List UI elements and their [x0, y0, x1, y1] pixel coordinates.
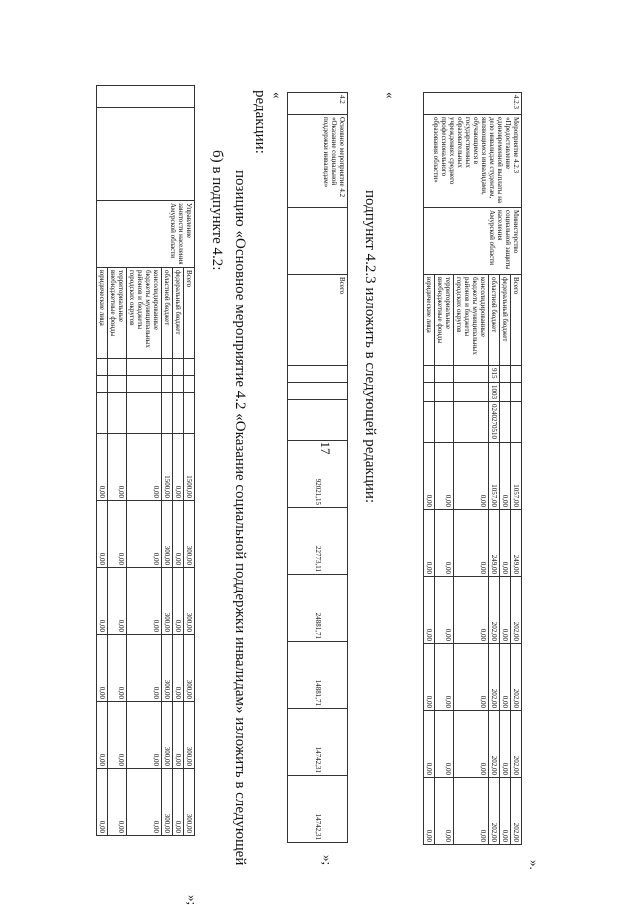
- value-cell: 0,00: [423, 443, 434, 510]
- code-cell: [172, 393, 183, 434]
- row-name-cell: [96, 108, 194, 201]
- source-label: федеральный бюджет: [499, 275, 510, 366]
- value-cell: 0,00: [499, 644, 510, 711]
- source-label: федеральный бюджет: [172, 268, 183, 359]
- value-cell: 0,00: [172, 434, 183, 501]
- page-number: 17: [318, 441, 333, 455]
- table-row: [183, 86, 194, 836]
- source-label: Всего: [183, 268, 194, 359]
- value-cell: 0,00: [453, 778, 488, 845]
- code-cell: [96, 393, 107, 434]
- section-b-heading: б) в подпункте 4.2:: [209, 150, 225, 271]
- value-cell: 0,00: [453, 577, 488, 644]
- value-cell: 0,00: [126, 702, 161, 769]
- value-cell: 0,00: [434, 443, 453, 510]
- value-cell: 14881,71: [288, 642, 348, 709]
- code-rzpr: 1003: [488, 383, 499, 402]
- code-cell: [510, 366, 521, 383]
- value-cell: 24881,71: [288, 575, 348, 642]
- code-cell: [423, 366, 434, 383]
- closing-quote: »;: [320, 855, 335, 866]
- value-cell: 14742,31: [288, 776, 348, 843]
- value-cell: 300,00: [161, 568, 172, 635]
- code-cell: [183, 376, 194, 393]
- source-label: областной бюджет: [161, 268, 172, 359]
- value-cell: 202,00: [510, 644, 521, 711]
- value-cell: 0,00: [423, 711, 434, 778]
- position-instruction: позицию «Основное мероприятие 4.2 «Оказание социальной поддержки инвалидам» изложить в следующей: [232, 170, 248, 866]
- source-label: юридические лица: [96, 268, 107, 359]
- value-cell: 0,00: [107, 702, 126, 769]
- source-label: консолидированные бюджеты муниципальных районов и бюджеты городских округов: [126, 268, 161, 359]
- code-cell: [499, 366, 510, 383]
- value-cell: 0,00: [126, 635, 161, 702]
- value-cell: 202,00: [488, 778, 499, 845]
- value-cell: 300,00: [183, 769, 194, 836]
- source-label: территориальные внебюджетные фонды: [107, 268, 126, 359]
- redaction-label: редакции:: [252, 90, 268, 154]
- value-cell: 0,00: [499, 443, 510, 510]
- code-cell: [288, 383, 348, 400]
- code-cell: [423, 402, 434, 443]
- code-cell: [183, 393, 194, 434]
- value-cell: 0,00: [499, 510, 510, 577]
- code-cell: [288, 400, 348, 441]
- value-cell: 0,00: [423, 778, 434, 845]
- code-grbs: 915: [488, 366, 499, 383]
- code-csr: 0240270510: [488, 402, 499, 443]
- code-cell: [126, 359, 161, 376]
- value-cell: 0,00: [172, 635, 183, 702]
- value-cell: 0,00: [126, 769, 161, 836]
- row-number-cell: 4.2.3: [423, 93, 521, 115]
- code-cell: [161, 376, 172, 393]
- value-cell: 202,00: [488, 577, 499, 644]
- value-cell: 249,00: [488, 510, 499, 577]
- value-cell: 0,00: [453, 644, 488, 711]
- value-cell: 0,00: [172, 702, 183, 769]
- row-number-cell: 4.2: [288, 93, 348, 115]
- value-cell: 202,00: [488, 711, 499, 778]
- value-cell: 14742,31: [288, 709, 348, 776]
- value-cell: 0,00: [499, 577, 510, 644]
- value-cell: 300,00: [183, 635, 194, 702]
- source-label: юридические лица: [423, 275, 434, 366]
- value-cell: 0,00: [434, 577, 453, 644]
- value-cell: 0,00: [96, 769, 107, 836]
- value-cell: 202,00: [510, 778, 521, 845]
- code-cell: [453, 402, 488, 443]
- value-cell: 0,00: [453, 510, 488, 577]
- code-cell: [126, 393, 161, 434]
- value-cell: 0,00: [172, 501, 183, 568]
- code-cell: [107, 359, 126, 376]
- closing-quote: ».: [527, 860, 542, 870]
- code-cell: [107, 393, 126, 434]
- value-cell: 0,00: [96, 635, 107, 702]
- code-cell: [96, 359, 107, 376]
- code-cell: [499, 402, 510, 443]
- table-row: [288, 93, 348, 843]
- value-cell: 0,00: [499, 778, 510, 845]
- value-cell: 0,00: [96, 434, 107, 501]
- row-4-2-3-table: [423, 92, 522, 845]
- value-cell: 0,00: [96, 501, 107, 568]
- value-cell: 1057,00: [488, 443, 499, 510]
- open-quote: «: [270, 92, 285, 99]
- value-cell: 0,00: [107, 434, 126, 501]
- row-number-cell: [96, 86, 194, 108]
- closing-quote: »;: [185, 895, 200, 905]
- value-cell: 0,00: [107, 568, 126, 635]
- source-label: территориальные внебюджетные фонды: [434, 275, 453, 366]
- value-cell: 0,00: [96, 702, 107, 769]
- value-cell: 0,00: [434, 711, 453, 778]
- code-cell: [434, 366, 453, 383]
- value-cell: 1057,00: [510, 443, 521, 510]
- value-cell: 0,00: [423, 644, 434, 711]
- code-cell: [288, 366, 348, 383]
- value-cell: 0,00: [126, 568, 161, 635]
- subpoint-heading: подпункт 4.2.3 изложить в следующей редакции:: [362, 190, 378, 504]
- code-cell: [499, 383, 510, 402]
- value-cell: 0,00: [96, 568, 107, 635]
- executor-cell: [288, 208, 348, 275]
- value-cell: 202,00: [488, 644, 499, 711]
- value-cell: 0,00: [434, 644, 453, 711]
- code-cell: [161, 393, 172, 434]
- value-cell: 300,00: [161, 769, 172, 836]
- value-cell: 300,00: [161, 702, 172, 769]
- row-name-cell: Основное мероприятие 4.2 «Оказание социальной поддержки инвалидам»: [288, 115, 348, 208]
- value-cell: 300,00: [161, 635, 172, 702]
- value-cell: 300,00: [183, 568, 194, 635]
- value-cell: 0,00: [172, 769, 183, 836]
- code-cell: [172, 376, 183, 393]
- source-label: Всего: [510, 275, 521, 366]
- value-cell: 0,00: [107, 769, 126, 836]
- code-cell: [510, 383, 521, 402]
- table-row: [510, 93, 521, 845]
- row-4-2-table: [287, 92, 348, 843]
- value-cell: 0,00: [126, 434, 161, 501]
- code-cell: [172, 359, 183, 376]
- value-cell: 22773,11: [288, 508, 348, 575]
- value-cell: 202,00: [510, 577, 521, 644]
- value-cell: 0,00: [453, 711, 488, 778]
- executor-cell: Министерство социальной защиты населения Амурской области: [423, 208, 521, 275]
- value-cell: 0,00: [423, 510, 434, 577]
- executor-cell: Управление занятости населения Амурской области: [96, 201, 194, 268]
- value-cell: 1500,00: [161, 434, 172, 501]
- value-cell: 92021,15: [288, 441, 348, 508]
- value-cell: 0,00: [126, 501, 161, 568]
- source-label: консолидированные бюджеты муниципальных районов и бюджеты городских округов: [453, 275, 488, 366]
- top-budget-table: [96, 85, 195, 836]
- value-cell: 0,00: [453, 443, 488, 510]
- code-cell: [96, 376, 107, 393]
- value-cell: 300,00: [161, 501, 172, 568]
- value-cell: 0,00: [434, 510, 453, 577]
- code-cell: [510, 402, 521, 443]
- code-cell: [453, 383, 488, 402]
- value-cell: 202,00: [510, 711, 521, 778]
- code-cell: [434, 383, 453, 402]
- value-cell: 249,00: [510, 510, 521, 577]
- code-cell: [423, 383, 434, 402]
- row-name-cell: Мероприятие 4.2.3 «Предоставление единовременной выплаты на дело инвалидам студентам, являющимся инвалидами, обучающимся в государственных образовательных учреждениях среднего профессионального образования области»: [423, 115, 521, 208]
- value-cell: 0,00: [499, 711, 510, 778]
- value-cell: 0,00: [434, 778, 453, 845]
- value-cell: 1500,00: [183, 434, 194, 501]
- value-cell: 300,00: [183, 501, 194, 568]
- code-cell: [107, 376, 126, 393]
- source-label: Всего: [288, 275, 348, 366]
- value-cell: 0,00: [423, 577, 434, 644]
- code-cell: [453, 366, 488, 383]
- open-quote: «: [383, 92, 398, 99]
- code-cell: [183, 359, 194, 376]
- code-cell: [161, 359, 172, 376]
- value-cell: 0,00: [107, 501, 126, 568]
- code-cell: [126, 376, 161, 393]
- value-cell: 0,00: [107, 635, 126, 702]
- value-cell: 0,00: [172, 568, 183, 635]
- code-cell: [434, 402, 453, 443]
- source-label: областной бюджет: [488, 275, 499, 366]
- value-cell: 300,00: [183, 702, 194, 769]
